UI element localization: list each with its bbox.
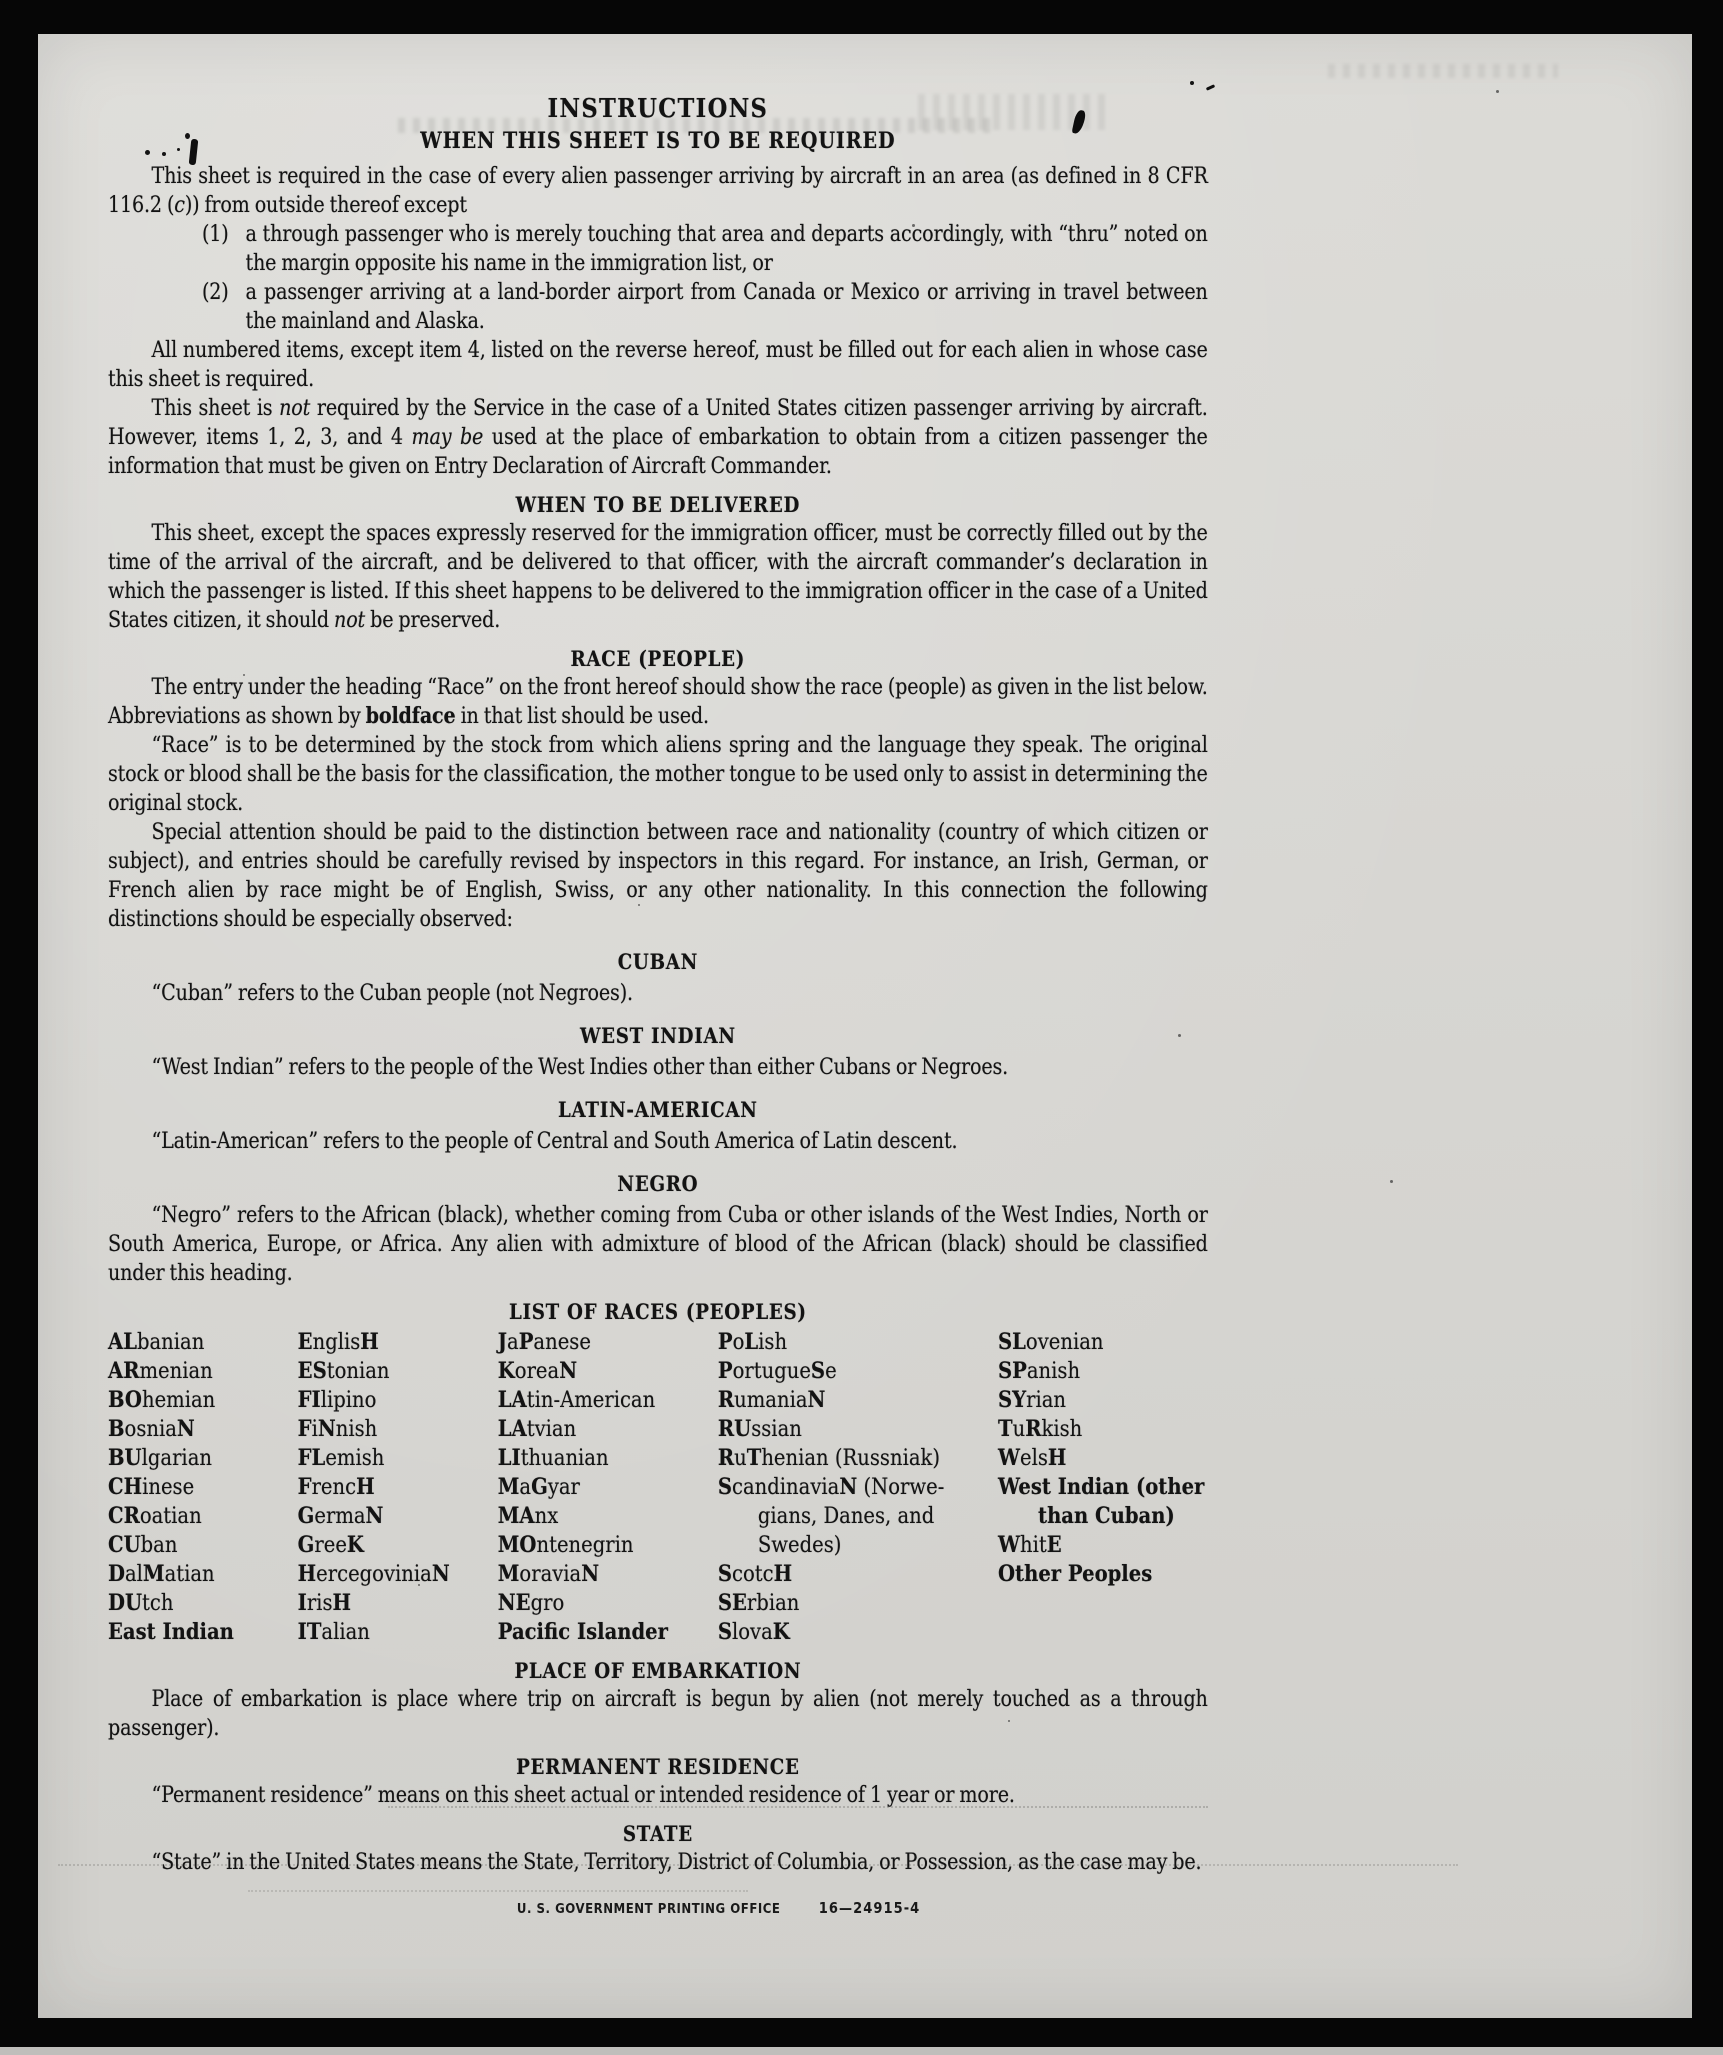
race-entry: DalMatian xyxy=(108,1561,215,1587)
race-entry: TuRkish xyxy=(998,1416,1083,1442)
race-entry: SLovenian xyxy=(998,1329,1104,1355)
section-heading-when-delivered: WHEN TO BE DELIVERED xyxy=(515,492,801,517)
race-entry: HercegoviniaN xyxy=(297,1561,450,1587)
race-entry: BOhemian xyxy=(108,1387,216,1413)
list-item-2 xyxy=(202,278,1208,336)
ink-dash-mark xyxy=(1206,84,1215,91)
race-entry: EnglisH xyxy=(297,1329,379,1355)
race-entry: FiNnish xyxy=(297,1416,378,1442)
race-entry: PoLish xyxy=(717,1329,788,1355)
race-entry: FrencH xyxy=(297,1474,375,1500)
paragraph-latin-american: “Latin-American” refers to the people of Central and South America of Latin descent. xyxy=(151,1129,958,1154)
section-heading-state: STATE xyxy=(622,1821,693,1846)
paragraph-race-2: “Race” is to be determined by the stock from which aliens spring and the language they speak. The original stock or blood shall be the basis for the classification, the mother tongue to be used only to assist in determining the original stock. xyxy=(108,733,1208,816)
list-item-number: (2) xyxy=(201,280,229,305)
list-item-text: a passenger arriving at a land-border airport from Canada or Mexico or arriving in travel between the mainland and Alaska. xyxy=(245,280,1208,334)
race-entry: WelsH xyxy=(998,1445,1067,1471)
race-entry: NEgro xyxy=(497,1590,565,1616)
race-entry: East Indian xyxy=(108,1619,234,1645)
section-heading-latin-american: LATIN-AMERICAN xyxy=(558,1097,758,1122)
race-entry: JaPanese xyxy=(497,1329,591,1355)
race-entry: RumaniaN xyxy=(717,1387,826,1413)
race-entry: ScandinaviaN (Norwe- xyxy=(717,1474,945,1500)
race-entry: RuThenian (Russniak) xyxy=(717,1445,941,1471)
race-entry: RUssian xyxy=(717,1416,802,1442)
race-entry: LIthuanian xyxy=(497,1445,609,1471)
races-column-4 xyxy=(718,1328,998,1647)
race-entry: GermaN xyxy=(297,1503,384,1529)
scan-edge-strip xyxy=(0,2047,1723,2055)
race-entry: Pacific Islander xyxy=(497,1619,668,1645)
race-entry: MoraviaN xyxy=(497,1561,600,1587)
section-heading-embarkation: PLACE OF EMBARKATION xyxy=(514,1658,802,1683)
race-entry: IrisH xyxy=(297,1590,351,1616)
race-entry: Swedes) xyxy=(757,1532,842,1558)
list-item-1 xyxy=(202,220,1208,278)
paragraph-race-3: Special attention should be paid to the distinction between race and nationality (country of which citizen or subject), and entries should be carefully revised by inspectors in this regard. For instance, an Irish, German, or French alien by race might be of English, Swiss, or any other nationality. In this connection the following distinctions should be especially observed: xyxy=(108,820,1208,932)
race-entry: ITalian xyxy=(297,1619,370,1645)
race-entry: ARmenian xyxy=(108,1358,213,1384)
race-entry: LAtin-American xyxy=(497,1387,656,1413)
race-entry: SlovaK xyxy=(717,1619,790,1645)
races-column-1 xyxy=(108,1328,298,1647)
race-entry: PortugueSe xyxy=(717,1358,837,1384)
paragraph-embarkation: Place of embarkation is place where trip on aircraft is begun by alien (not merely touched as a through passenger). xyxy=(108,1687,1208,1741)
race-entry: West Indian (other xyxy=(998,1474,1205,1500)
race-entry: BosniaN xyxy=(108,1416,195,1442)
race-entry: FIlipino xyxy=(297,1387,377,1413)
page-title: INSTRUCTIONS xyxy=(547,94,769,124)
race-entry: than Cuban) xyxy=(1038,1503,1175,1529)
section-heading-race: RACE (PEOPLE) xyxy=(570,646,746,671)
paragraph-residence: “Permanent residence” means on this sheet actual or intended residence of 1 year or more. xyxy=(151,1783,1015,1808)
section-heading-west-indian: WEST INDIAN xyxy=(579,1023,736,1048)
race-entry: SErbian xyxy=(717,1590,800,1616)
paragraph-required-3: This sheet is not required by the Service in the case of a United States citizen passenger arriving by aircraft. However, items 1, 2, 3, and 4 may be used at the place of embarkation to obtain from a citizen passenger the information that must be given on Entry Declaration of Aircraft Commander. xyxy=(108,396,1208,479)
ink-dot-mark xyxy=(1190,81,1194,85)
paragraph-cuban: “Cuban” refers to the Cuban people (not Negroes). xyxy=(151,981,633,1006)
race-entry: SYrian xyxy=(998,1387,1067,1413)
section-heading-list-of-races: LIST OF RACES (PEOPLES) xyxy=(508,1299,807,1324)
paper-sheet xyxy=(38,34,1692,2018)
list-item-number: (1) xyxy=(201,222,229,247)
race-entry: BUlgarian xyxy=(108,1445,212,1471)
race-entry: LAtvian xyxy=(497,1416,577,1442)
race-entry: CHinese xyxy=(108,1474,195,1500)
printing-office-imprint xyxy=(108,1899,1208,1917)
paragraph-required-2: All numbered items, except item 4, listed on the reverse hereof, must be filled out for each alien in whose case this sheet is required. xyxy=(108,338,1208,392)
paragraph-west-indian: “West Indian” refers to the people of the West Indies other than either Cubans or Negroes. xyxy=(151,1055,1009,1080)
section-heading-residence: PERMANENT RESIDENCE xyxy=(516,1754,800,1779)
race-entry: KoreaN xyxy=(497,1358,578,1384)
race-entry: FLemish xyxy=(297,1445,385,1471)
races-column-5 xyxy=(998,1328,1208,1647)
section-heading-when-required: WHEN THIS SHEET IS TO BE REQUIRED xyxy=(420,128,896,154)
paragraph-required-1: This sheet is required in the case of every alien passenger arriving by aircraft in an area (as defined in 8 CFR 116.2 (c)) from outside thereof except xyxy=(108,164,1208,218)
races-list xyxy=(108,1328,1208,1647)
paragraph-race-1: The entry under the heading “Race” on the front hereof should show the race (people) as given in the list below. Abbreviations as shown by boldface in that list should be used. xyxy=(108,675,1208,729)
race-entry: DUtch xyxy=(108,1590,174,1616)
race-entry: gians, Danes, and xyxy=(757,1503,935,1529)
bleed-through-mark xyxy=(1328,64,1558,78)
race-entry: Other Peoples xyxy=(998,1561,1153,1587)
races-column-3 xyxy=(498,1328,718,1647)
race-entry: MOntenegrin xyxy=(497,1532,634,1558)
list-item-text: a through passenger who is merely touching that area and departs accordingly, with “thru” noted on the margin opposite his name in the immigration list, or xyxy=(245,222,1208,276)
race-entry: ALbanian xyxy=(108,1329,205,1355)
paragraph-state: “State” in the United States means the State, Territory, District of Columbia, or Possession, as the case may be. xyxy=(151,1850,1202,1875)
paragraph-negro: “Negro” refers to the African (black), whether coming from Cuba or other islands of the West Indies, North or South America, Europe, or Africa. Any alien with admixture of blood of the African (black) should be classified under this heading. xyxy=(108,1203,1208,1286)
race-entry: GreeK xyxy=(297,1532,364,1558)
race-entry: EStonian xyxy=(297,1358,390,1384)
ink-speck xyxy=(1496,90,1499,93)
race-entry: WhitE xyxy=(998,1532,1062,1558)
race-entry: CRoatian xyxy=(108,1503,202,1529)
ink-speck xyxy=(1390,1180,1393,1183)
text-block xyxy=(108,94,1208,1917)
races-column-2 xyxy=(298,1328,498,1647)
section-heading-negro: NEGRO xyxy=(617,1171,699,1196)
race-entry: MAnx xyxy=(497,1503,559,1529)
printing-office-label: U. S. GOVERNMENT PRINTING OFFICE xyxy=(516,1901,781,1917)
race-entry: CUban xyxy=(108,1532,178,1558)
section-heading-cuban: CUBAN xyxy=(617,949,698,974)
race-entry: MaGyar xyxy=(497,1474,580,1500)
race-entry: ScotcH xyxy=(717,1561,793,1587)
print-job-number: 16—24915-4 xyxy=(818,1899,921,1917)
race-entry: SPanish xyxy=(998,1358,1081,1384)
paragraph-delivered-1: This sheet, except the spaces expressly reserved for the immigration officer, must be correctly filled out by the time of the arrival of the aircraft, and be delivered to that officer, with the aircraft commander’s declaration in which the passenger is listed. If this sheet happens to be delivered to the immigration officer in the case of a United States citizen, it should not be preserved. xyxy=(108,521,1208,633)
